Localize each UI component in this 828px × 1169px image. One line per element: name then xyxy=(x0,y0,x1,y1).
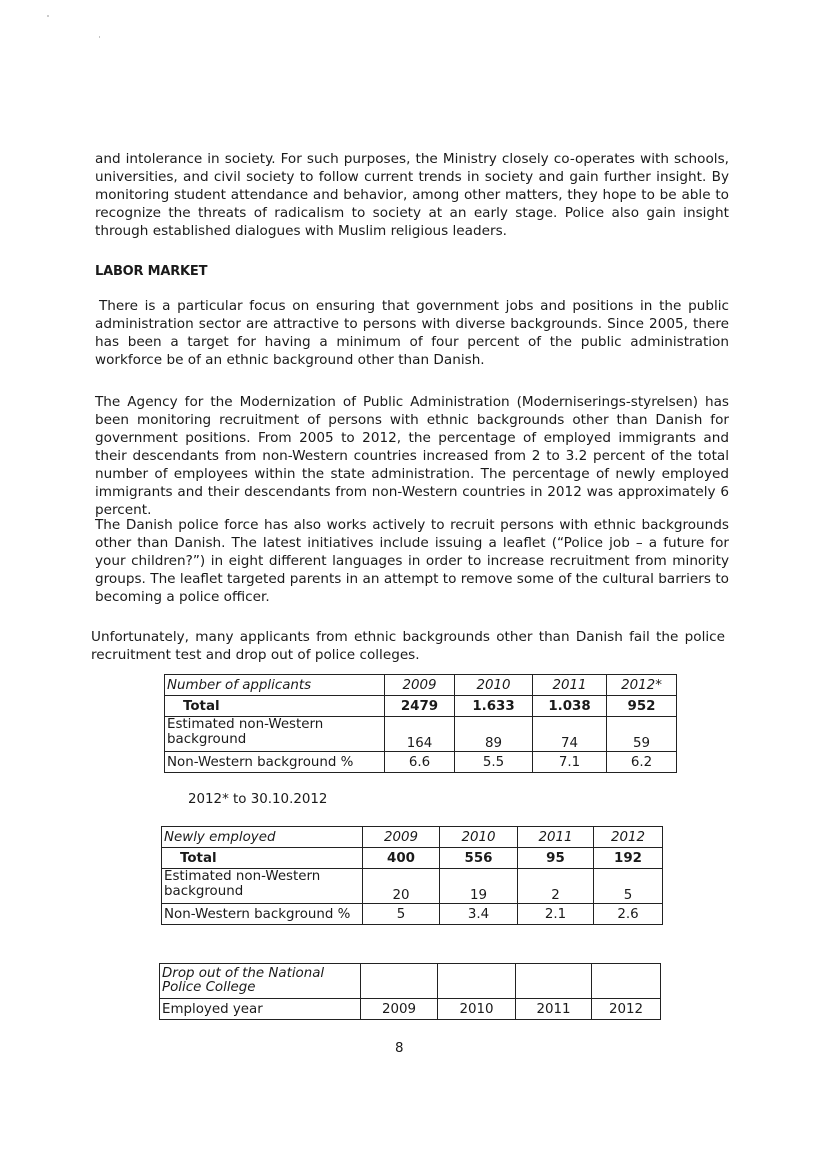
value-cell: 2479 xyxy=(385,696,455,717)
row-label: Non-Western background % xyxy=(162,904,363,925)
year-cell: 2012 xyxy=(592,999,661,1020)
value-cell: 6.6 xyxy=(385,752,455,773)
year-cell: 2010 xyxy=(438,999,516,1020)
value-cell: 19 xyxy=(440,869,518,904)
value-cell: 20 xyxy=(363,869,440,904)
value-cell: 2.6 xyxy=(594,904,663,925)
year-cell: 2009 xyxy=(363,827,440,848)
value-cell: 95 xyxy=(518,848,594,869)
year-cell: 2009 xyxy=(361,999,438,1020)
scan-speck xyxy=(47,15,49,17)
table-header-label: Drop out of the National Police College xyxy=(160,964,361,999)
intro-text: and intolerance in society. For such purposes, the Ministry closely co-operates with schools, universities, and civil society to follow current trends in society and gain further insight. By monitoring student attendance and behavior, among other matters, they hope to be able to recognize the threats of radicalism to society at an early stage. Police also gain insight through established dialogues with Muslim religious leaders. xyxy=(95,151,729,239)
paragraph-text: There is a particular focus on ensuring that government jobs and positions in the public administration sector are attractive to persons with diverse backgrounds. Since 2005, there has been a target for having a minimum of four percent of the public administration workforce be of an ethnic background other than Danish. xyxy=(95,298,729,368)
value-cell: 5.5 xyxy=(455,752,533,773)
row-label: Estimated non-Western background xyxy=(165,717,385,752)
year-cell: 2010 xyxy=(455,675,533,696)
table-row xyxy=(165,752,677,773)
year-cell: 2009 xyxy=(385,675,455,696)
year-cell: 2011 xyxy=(516,999,592,1020)
value-cell: 5 xyxy=(594,869,663,904)
value-cell: 556 xyxy=(440,848,518,869)
table-row xyxy=(160,999,661,1020)
row-label: Total xyxy=(162,848,363,869)
value-cell: 192 xyxy=(594,848,663,869)
paragraph-text: Unfortunately, many applicants from ethnic backgrounds other than Danish fail the police recruitment test and drop out of police colleges. xyxy=(91,629,725,663)
row-label: Total xyxy=(165,696,385,717)
value-cell: 2.1 xyxy=(518,904,594,925)
value-cell: 5 xyxy=(363,904,440,925)
value-cell: 1.633 xyxy=(455,696,533,717)
paragraph-text: The Agency for the Modernization of Public Administration (Moderniserings-styrelsen) has been monitoring recruitment of persons with ethnic backgrounds other than Danish for government positions. From 2005 to 2012, the percentage of employed immigrants and their descendants from non-Western countries increased from 2 to 3.2 percent of the total number of employees within the state administration. The percentage of newly employed immigrants and their descendants from non-Western countries in 2012 was approximately 6 percent. xyxy=(95,394,729,518)
table-row xyxy=(165,717,677,752)
page-number: 8 xyxy=(395,1041,404,1056)
value-cell: 164 xyxy=(385,717,455,752)
section-heading: LABOR MARKET xyxy=(95,264,208,279)
table-row xyxy=(162,904,663,925)
paragraph-police-recruitment xyxy=(95,516,729,606)
value-cell: 400 xyxy=(363,848,440,869)
year-cell: 2010 xyxy=(440,827,518,848)
table-header-row xyxy=(160,964,661,999)
dropout-table xyxy=(159,963,661,1020)
table-header-label: Newly employed xyxy=(162,827,363,848)
paragraph-applicants-fail xyxy=(91,628,725,664)
empty-cell xyxy=(516,964,592,999)
row-label: Estimated non-Western background xyxy=(162,869,363,904)
value-cell: 3.4 xyxy=(440,904,518,925)
applicants-footnote: 2012* to 30.10.2012 xyxy=(188,792,328,807)
value-cell: 952 xyxy=(607,696,677,717)
empty-cell xyxy=(592,964,661,999)
value-cell: 59 xyxy=(607,717,677,752)
table-header-label: Number of applicants xyxy=(165,675,385,696)
scan-speck xyxy=(99,36,100,38)
paragraph-agency-modernization xyxy=(95,393,729,519)
year-cell: 2011 xyxy=(518,827,594,848)
value-cell: 6.2 xyxy=(607,752,677,773)
year-cell: 2012 xyxy=(594,827,663,848)
row-label: Employed year xyxy=(160,999,361,1020)
value-cell: 1.038 xyxy=(533,696,607,717)
paragraph-text: The Danish police force has also works actively to recruit persons with ethnic backgrounds other than Danish. The latest initiatives include issuing a leaflet (“Police job – a future for your children?”) in eight different languages in order to increase recruitment from minority groups. The leaflet targeted parents in an attempt to remove some of the cultural barriers to becoming a police officer. xyxy=(95,517,729,605)
year-cell: 2012* xyxy=(607,675,677,696)
table-header-row xyxy=(165,675,677,696)
table-header-row xyxy=(162,827,663,848)
applicants-table xyxy=(164,674,677,773)
newly-employed-table xyxy=(161,826,663,925)
year-cell: 2011 xyxy=(533,675,607,696)
paragraph-government-jobs xyxy=(95,297,729,369)
value-cell: 2 xyxy=(518,869,594,904)
empty-cell xyxy=(438,964,516,999)
value-cell: 74 xyxy=(533,717,607,752)
value-cell: 89 xyxy=(455,717,533,752)
empty-cell xyxy=(361,964,438,999)
row-label: Non-Western background % xyxy=(165,752,385,773)
intro-paragraph xyxy=(95,150,729,240)
value-cell: 7.1 xyxy=(533,752,607,773)
table-row xyxy=(165,696,677,717)
table-row xyxy=(162,869,663,904)
table-row xyxy=(162,848,663,869)
